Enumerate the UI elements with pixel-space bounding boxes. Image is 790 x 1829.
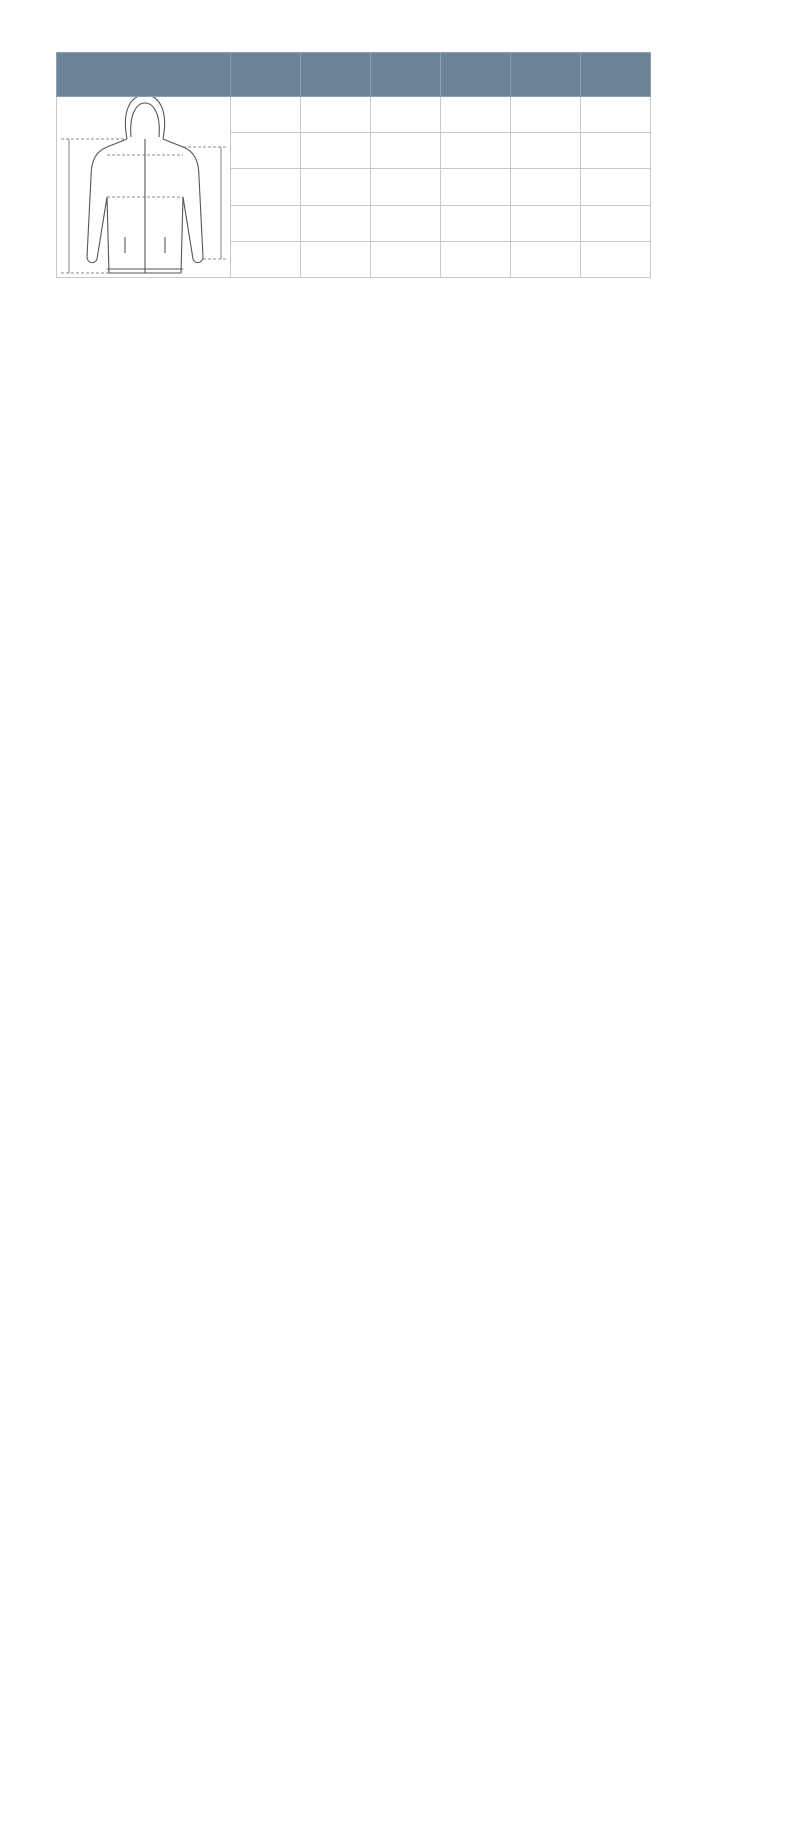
value-cell bbox=[511, 133, 581, 169]
value-cell bbox=[371, 241, 441, 277]
women-rec-title bbox=[56, 760, 62, 800]
column-header bbox=[441, 53, 511, 97]
size-cell bbox=[231, 205, 301, 241]
value-cell bbox=[441, 241, 511, 277]
women-size-table bbox=[56, 52, 651, 278]
column-header bbox=[301, 53, 371, 97]
value-cell bbox=[581, 97, 651, 133]
value-cell bbox=[301, 205, 371, 241]
diagram-cell bbox=[57, 97, 231, 278]
value-cell bbox=[371, 169, 441, 205]
size-cell bbox=[231, 133, 301, 169]
size-cell bbox=[231, 241, 301, 277]
value-cell bbox=[581, 169, 651, 205]
value-cell bbox=[441, 169, 511, 205]
value-cell bbox=[441, 97, 511, 133]
value-cell bbox=[581, 241, 651, 277]
column-header bbox=[57, 53, 231, 97]
table-row bbox=[57, 97, 651, 133]
value-cell bbox=[581, 205, 651, 241]
value-cell bbox=[441, 133, 511, 169]
column-header bbox=[231, 53, 301, 97]
value-cell bbox=[511, 205, 581, 241]
value-cell bbox=[371, 97, 441, 133]
header-row bbox=[57, 53, 651, 97]
column-header bbox=[511, 53, 581, 97]
men-rec-title bbox=[56, 1204, 62, 1244]
value-cell bbox=[581, 133, 651, 169]
value-cell bbox=[301, 241, 371, 277]
value-cell bbox=[441, 205, 511, 241]
value-cell bbox=[301, 169, 371, 205]
value-cell bbox=[301, 97, 371, 133]
value-cell bbox=[371, 205, 441, 241]
column-header bbox=[371, 53, 441, 97]
women-size-title bbox=[56, 2, 62, 42]
value-cell bbox=[511, 169, 581, 205]
jacket-diagram bbox=[57, 97, 231, 277]
size-cell bbox=[231, 97, 301, 133]
value-cell bbox=[301, 133, 371, 169]
diagram-wrap bbox=[57, 97, 231, 277]
column-header bbox=[581, 53, 651, 97]
size-cell bbox=[231, 169, 301, 205]
value-cell bbox=[511, 241, 581, 277]
value-cell bbox=[511, 97, 581, 133]
value-cell bbox=[371, 133, 441, 169]
